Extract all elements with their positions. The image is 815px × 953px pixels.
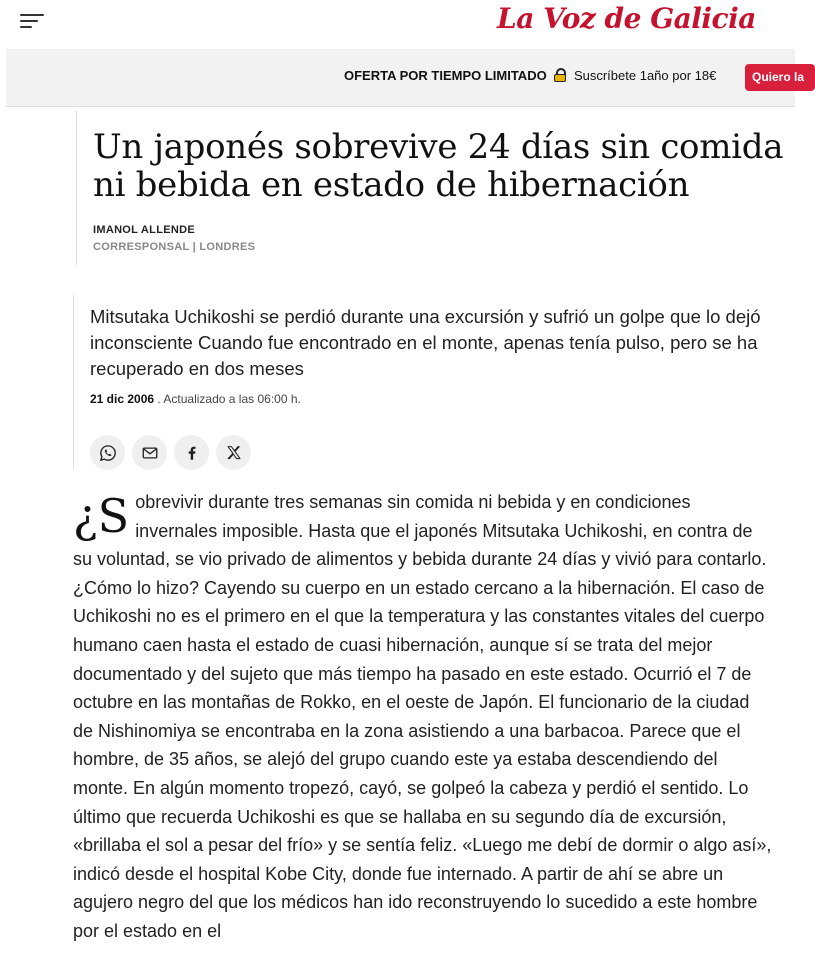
- dateline: [90, 392, 780, 406]
- email-icon: [141, 444, 159, 462]
- promo-banner: [6, 49, 805, 107]
- site-logo[interactable]: La Voz de Galicia: [497, 2, 756, 35]
- x-icon: [225, 444, 243, 462]
- hamburger-menu-icon[interactable]: [20, 12, 46, 30]
- lead-block: [73, 295, 780, 469]
- article-body: [73, 488, 773, 946]
- subscribe-text: Suscríbete 1año por 18€: [573, 68, 717, 83]
- updated-time: . Actualizado a las 06:00 h.: [157, 392, 301, 406]
- share-facebook-button[interactable]: [174, 435, 209, 470]
- whatsapp-icon: [99, 444, 117, 462]
- subscribe-button[interactable]: Quiero la: [745, 64, 815, 91]
- author-name[interactable]: IMANOL ALLENDE: [93, 224, 195, 236]
- lock-icon: [554, 68, 566, 82]
- article-lead: Mitsutaka Uchikoshi se perdió durante una excursión y sufrió un golpe que lo dejó inconsciente Cuando fue encontrado en el monte, apenas tenía pulso, pero se ha recuperado en dos meses: [90, 306, 761, 379]
- drop-cap: ¿S: [73, 489, 130, 543]
- share-email-button[interactable]: [132, 435, 167, 470]
- article-headline: Un japonés sobrevive 24 días sin comida ni bebida en estado de hibernación: [93, 127, 784, 205]
- site-header: [0, 0, 795, 46]
- publish-date: 21 dic 2006: [90, 392, 155, 406]
- share-x-button[interactable]: [216, 435, 251, 470]
- offer-label: OFERTA POR TIEMPO LIMITADO: [344, 68, 547, 83]
- facebook-icon: [183, 444, 201, 462]
- share-whatsapp-button[interactable]: [90, 435, 125, 470]
- article-body-text: obrevivir durante tres semanas sin comida ni bebida y en condiciones invernales imposible. Hasta que el japonés Mitsutaka Uchikoshi, en contra de su voluntad, se vio privado de alimentos y bebida durante 24 días y vivió para contarlo. ¿Cómo lo hizo? Cayendo su cuerpo en un estado cercano a la hibernación. El caso de Uchikoshi no es el primero en el que la temperatura y las constantes vitales del cuerpo humano caen hasta el estado de cuasi hibernación, aunque sí se trata del mejor documentado y del sujeto que más tiempo ha pasado en este estado. Ocurrió el 7 de octubre en las montañas de Rokko, en el oeste de Japón. El funcionario de la ciudad de Nishinomiya se encontraba en la zona asistiendo a una barbacoa. Parece que el hombre, de 35 años, se alejó del grupo cuando este ya estaba descendiendo del monte. En algún momento tropezó, cayó, se golpeó la cabeza y perdió el sentido. Lo último que recuerda Uchikoshi es que se hallaba en su segundo día de excursión, «brillaba el sol a pesar del frío» y se sentía feliz. «Luego me debí de dormir o algo así», indicó desde el hospital Kobe City, donde fue internado. A partir de ahí se abre un agujero negro del que los médicos han ido reconstruyendo lo sucedido a este hombre por el estado en el: [73, 492, 772, 941]
- promo-text: [344, 68, 716, 83]
- share-bar: [90, 435, 251, 470]
- author-role: CORRESPONSAL | LONDRES: [93, 241, 256, 253]
- headline-block: [76, 111, 793, 265]
